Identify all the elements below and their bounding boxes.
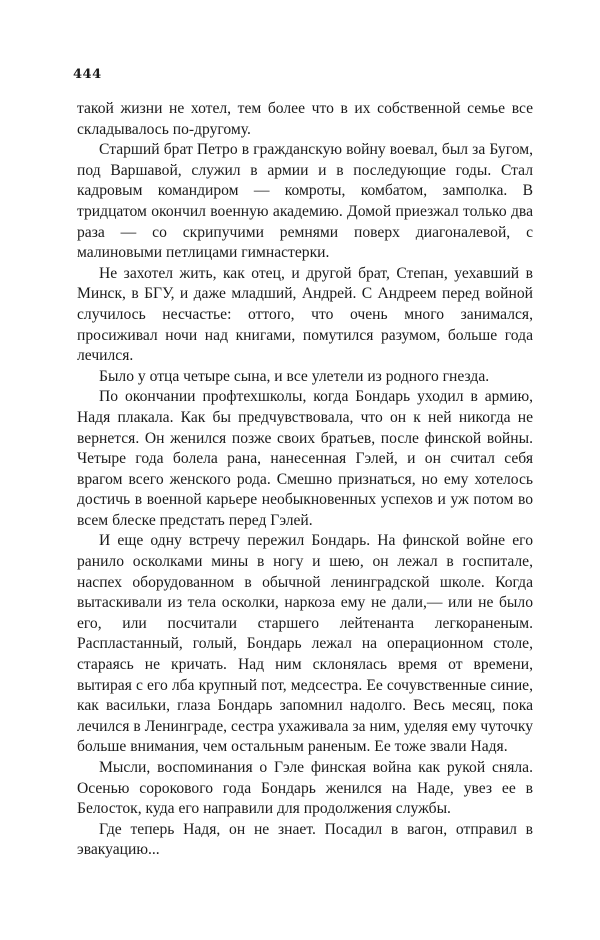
paragraph: По окончании профтехшколы, когда Бондарь уходил в армию, Надя плакала. Как бы предчувствовала, что он к ней никогда не вернется. Он женился позже своих братьев, после финской войны. Четыре года болела рана, нанесенная Гэлей, и он считал себя врагом всего женского рода. Смешно признаться, но ему хотелось достичь в военной карьере необыкновенных успехов и уж потом во всем блеске предстать перед Гэлей. — [77, 388, 533, 529]
paragraph: Мысли, воспоминания о Гэле финская война как рукой сняла. Осенью сорокового года Бондарь женился на Наде, увез ее в Белосток, куда его направили для продолжения службы. — [77, 759, 533, 818]
paragraph: И еще одну встречу пережил Бондарь. На финской войне его ранило осколками мины в ногу и шею, он лежал в госпитале, наспех оборудованном в обычной ленинградской школе. Когда вытаскивали из тела осколки, наркоза ему не дали,— или не было его, или посчитали старшего лейтенанта легкораненым. Распластанный, голый, Бондарь лежал на операционном столе, стараясь не кричать. Над ним склонялась время от времени, вытирая с его лба крупный пот, медсестра. Ее сочувственные синие, как васильки, глаза Бондарь запомнил надолго. Весь месяц, пока лечился в Ленинграде, сестра ухаживала за ним, уделяя ему чуточку больше внимания, чем остальным раненым. Ее тоже звали Надя. — [77, 532, 533, 756]
page-number: 444 — [73, 67, 102, 82]
paragraph: такой жизни не хотел, тем более что в их собственной семье все складывалось по-другому. — [77, 100, 533, 138]
paragraph: Старший брат Петро в гражданскую войну воевал, был за Бугом, под Варшавой, служил в армии и в последующие годы. Стал кадровым командиром — комроты, комбатом, замполка. В тридцатом окончил военную академию. Домой приезжал только два раза — со скрипучими ремнями поверх диагоналевой, с малиновыми петлицами гимнастерки. — [77, 141, 533, 262]
body-text — [77, 99, 533, 861]
paragraph: Где теперь Надя, он не знает. Посадил в вагон, отправил в эвакуацию... — [77, 820, 533, 859]
paragraph: Не захотел жить, как отец, и другой брат, Степан, уехавший в Минск, в БГУ, и даже младший, Андрей. С Андреем перед войной случилось несчастье: оттого, что очень много занимался, просиживал ночи над книгами, помутился разумом, больше года лечился. — [77, 264, 533, 365]
paragraph: Было у отца четыре сына, и все улетели из родного гнезда. — [99, 367, 490, 385]
